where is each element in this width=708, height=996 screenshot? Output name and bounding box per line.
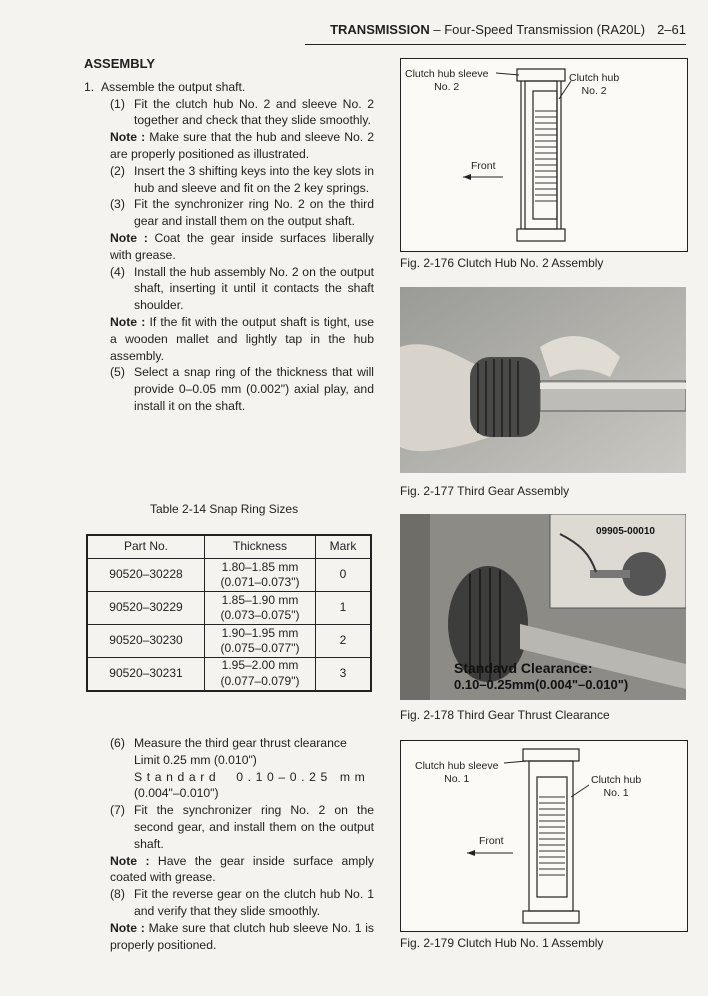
substep-8 (84, 886, 374, 920)
thickness-in: (0.073–0.075") (220, 608, 300, 622)
note-text: Make sure that clutch hub sleeve No. 1 is properly positioned. (110, 920, 375, 952)
part-number-cell: 90520–30230 (87, 625, 205, 658)
photo-third-gear-assembly (400, 287, 686, 473)
limit-value: Limit 0.25 mm (0.010") (134, 752, 257, 767)
substep-4 (84, 264, 374, 314)
note-text: Coat the gear inside surfaces liberally with grease. (110, 230, 374, 262)
substep-2 (84, 163, 374, 197)
note-5 (84, 920, 374, 954)
thickness-cell (205, 559, 316, 592)
figure-caption: Fig. 2-176 Clutch Hub No. 2 Assembly (400, 256, 604, 270)
substep-7 (84, 802, 374, 852)
standard-value-inches: (0.004"–0.010") (134, 786, 219, 801)
assembly-continued (84, 735, 374, 953)
figure-clutch-hub-2 (400, 58, 688, 252)
page-header (305, 22, 686, 45)
mark-cell: 1 (316, 592, 372, 625)
mark-cell: 0 (316, 559, 372, 592)
part-number-cell: 90520–30228 (87, 559, 205, 592)
thickness-mm: 1.85–1.90 mm (221, 592, 299, 607)
note-text: Have the gear inside surface amply coated with grease. (110, 853, 374, 885)
thickness-cell (205, 658, 316, 691)
substep-text: Fit the reverse gear on the clutch hub No. 1 and verify that they slide smoothly. (134, 887, 374, 918)
substep-number: (4) (110, 264, 125, 279)
table-row (87, 592, 371, 625)
mark-cell: 3 (316, 658, 372, 691)
thickness-in: (0.077–0.079") (220, 673, 300, 688)
substep-text: Insert the 3 shifting keys into the key slots in hub and sleeve and fit on the 2 key springs. (134, 163, 374, 195)
photo-third-gear-image (400, 287, 686, 473)
label-front: Front (471, 160, 496, 172)
note-3 (84, 314, 374, 364)
figure-caption: Fig. 2-179 Clutch Hub No. 1 Assembly (400, 936, 604, 950)
figure-caption: Fig. 2-177 Third Gear Assembly (400, 484, 570, 498)
table-row (87, 625, 371, 658)
header-subsection: – Four-Speed Transmission (RA20L) (429, 22, 646, 37)
table-row (87, 559, 371, 592)
label-clutch-hub-2: Clutch hub No. 2 (569, 72, 620, 97)
thickness-in: (0.075–0.077") (220, 641, 300, 655)
substep-number: (8) (110, 887, 125, 902)
substep-text: Fit the synchronizer ring No. 2 on the second gear, and install them on the output shaft. (134, 803, 374, 851)
note-label: Note : (110, 853, 150, 868)
column-header: Mark (316, 535, 372, 559)
thickness-mm: 1.80–1.85 mm (221, 559, 299, 574)
substep-number: (5) (110, 365, 125, 380)
note-label: Note : (110, 314, 146, 329)
label-clutch-hub-sleeve-1: Clutch hub sleeve No. 1 (415, 760, 499, 785)
figure-caption: Fig. 2-178 Third Gear Thrust Clearance (400, 708, 610, 722)
thickness-in: (0.071–0.073") (220, 575, 300, 589)
tool-number: 09905-00010 (596, 526, 655, 537)
thickness-mm: 1.90–1.95 mm (221, 625, 299, 640)
substep-text: Measure the third gear thrust clearance (134, 736, 347, 750)
note-label: Note : (110, 130, 146, 145)
substep-3 (84, 196, 374, 230)
substep-text: Fit the clutch hub No. 2 and sleeve No. 2 together and check that they slide smoothly. (134, 96, 374, 128)
mark-cell: 2 (316, 625, 372, 658)
step-number: 1. (84, 79, 95, 94)
photo-third-gear-thrust-clearance (400, 514, 686, 700)
snap-ring-table (86, 534, 372, 692)
substep-text: Install the hub assembly No. 2 on the output shaft, inserting it until it contacts the shaft shoulder. (134, 264, 374, 313)
note-1 (84, 129, 374, 163)
substep-number: (6) (110, 736, 125, 750)
label-clutch-hub-sleeve-2: Clutch hub sleeve No. 2 (405, 68, 489, 93)
assembly-section (84, 56, 374, 415)
note-text: Make sure that the hub and sleeve No. 2 are properly positioned as illustrated. (110, 130, 374, 161)
note-4 (84, 853, 374, 887)
table-row (87, 658, 371, 691)
substep-number: (1) (110, 96, 125, 111)
note-text: If the fit with the output shaft is tight, use a wooden mallet and lightly tap in the hub assembly. (110, 314, 374, 363)
label-clutch-hub-1: Clutch hub No. 1 (591, 774, 642, 799)
figure-clutch-hub-1 (400, 740, 688, 932)
page-number: 2–61 (657, 22, 686, 37)
note-2 (84, 230, 374, 264)
standard-value: Standard 0.10–0.25 mm (134, 769, 370, 784)
part-number-cell: 90520–30229 (87, 592, 205, 625)
column-header: Part No. (87, 535, 205, 559)
column-header: Thickness (205, 535, 316, 559)
thickness-cell (205, 625, 316, 658)
substep-text: Fit the synchronizer ring No. 2 on the third gear and install them on the output shaft. (134, 197, 374, 229)
substep-5 (84, 364, 374, 414)
overlay-clearance-title: Standavd Clearance: (454, 660, 593, 676)
section-title: ASSEMBLY (84, 56, 156, 71)
substep-6 (84, 735, 374, 752)
header-section: TRANSMISSION (330, 22, 430, 37)
thickness-cell (205, 592, 316, 625)
substep-text: Select a snap ring of the thickness that will provide 0–0.05 mm (0.002") axial play, and install it on the shaft. (134, 365, 374, 413)
label-front: Front (479, 835, 504, 847)
note-label: Note : (110, 920, 145, 935)
step-text: Assemble the output shaft. (101, 79, 246, 94)
substep-1 (84, 96, 374, 130)
part-number-cell: 90520–30231 (87, 658, 205, 691)
thickness-mm: 1.95–2.00 mm (221, 658, 299, 673)
overlay-clearance-value: 0.10–0.25mm(0.004"–0.010") (454, 677, 629, 692)
step-1 (84, 79, 374, 96)
substep-number: (3) (110, 197, 125, 212)
substep-number: (2) (110, 163, 125, 178)
substep-number: (7) (110, 803, 125, 818)
table-header-row (87, 535, 371, 559)
note-label: Note : (110, 230, 148, 245)
table-caption: Table 2-14 Snap Ring Sizes (150, 502, 299, 516)
